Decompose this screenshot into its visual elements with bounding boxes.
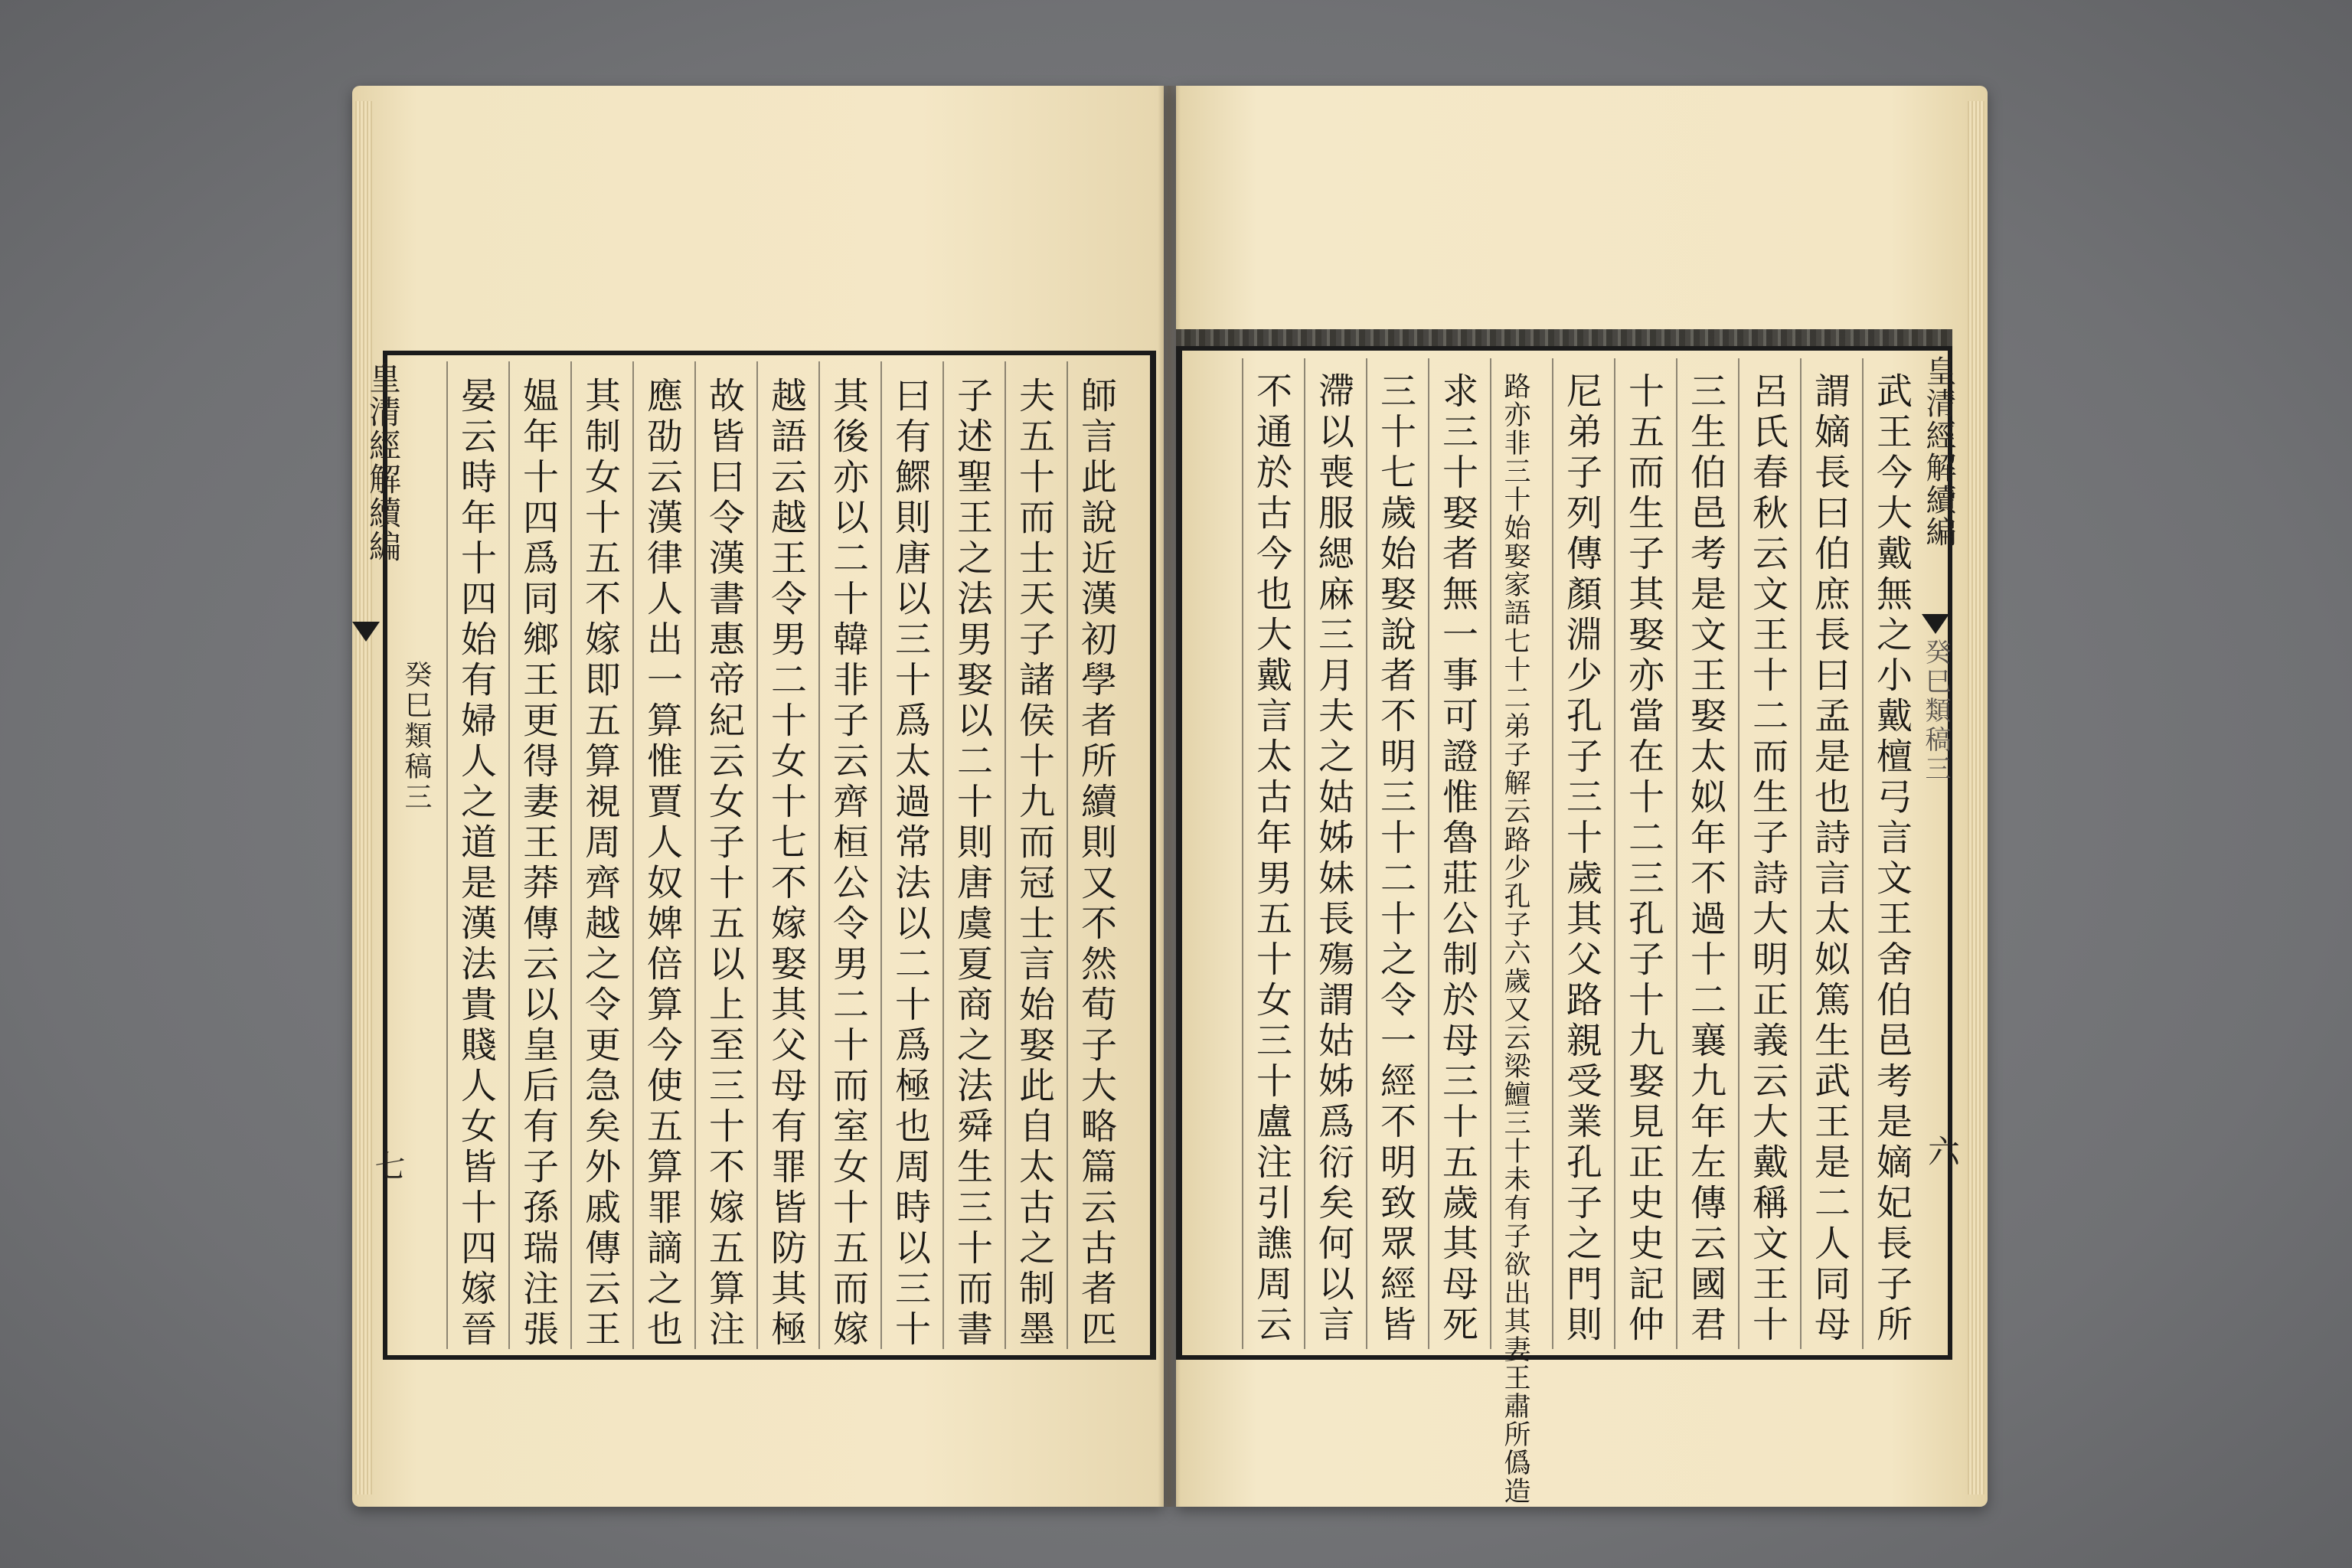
column-rule	[1862, 358, 1864, 1349]
right-text-column-4: 三生伯邑考是文王娶太姒年不過十二襄九年左傳云國君	[1684, 372, 1726, 1346]
left-text-column-10: 媪年十四爲同鄉王更得妻王莽傳云以皇后有子孫瑞注張	[517, 377, 559, 1351]
column-rule	[756, 361, 758, 1349]
left-text-column-1: 師言此說近漢初學者所續則又不然荀子大略篇云古者匹	[1075, 377, 1117, 1351]
right-text-column-5: 十五而生子其娶亦當在十二三孔子十九娶見正史史記仲	[1622, 372, 1664, 1346]
column-rule	[1004, 361, 1006, 1349]
right-text-column-11: 不通於古今也大戴言太古年男五十女三十盧注引譙周云	[1250, 372, 1292, 1346]
column-rule	[1614, 358, 1615, 1349]
right-margin-volume: 癸巳類稿三	[1920, 639, 1951, 784]
column-rule	[1490, 358, 1491, 1349]
left-text-column-4: 曰有鰥則唐以三十爲太過常法以二十爲極也周時以三十	[889, 377, 931, 1351]
column-rule	[694, 361, 696, 1349]
left-text-column-11: 晏云時年十四始有婦人之道是漢法貴賤人女皆十四嫁晉	[455, 377, 497, 1351]
column-rule	[1304, 358, 1305, 1349]
column-rule	[818, 361, 820, 1349]
right-page-edge	[1968, 101, 1984, 1494]
left-text-column-8: 應劭云漢律人出一算惟賈人奴婢倍算今使五算罪謫之也	[641, 377, 683, 1351]
column-rule	[1067, 361, 1068, 1349]
column-rule	[446, 361, 448, 1349]
column-rule	[1366, 358, 1367, 1349]
right-text-column-8: 求三十娶者無一事可證惟魯莊公制於母三十五歲其母死	[1436, 372, 1478, 1346]
left-fishtail-mark	[352, 622, 380, 642]
column-rule	[1552, 358, 1553, 1349]
left-margin-volume: 癸巳類稿三	[400, 660, 432, 813]
left-margin-title: 皇清經解續編	[364, 361, 402, 564]
left-text-column-5: 其後亦以二十韓非子云齊桓公令男二十而室女十五而嫁	[827, 377, 869, 1351]
left-text-column-7: 故皆曰令漢書惠帝紀云女子十五以上至三十不嫁五算注	[703, 377, 745, 1351]
right-margin-page-number: 六	[1923, 1135, 1961, 1167]
left-page-edge	[355, 101, 372, 1494]
right-text-column-10: 滯以喪服緦麻三月夫之姑姊妹長殤謂姑姊爲衍矣何以言	[1312, 372, 1354, 1346]
right-text-column-3: 呂氏春秋云文王十二而生子詩大明正義云大戴稱文王十	[1746, 372, 1788, 1346]
column-rule	[1676, 358, 1677, 1349]
column-rule	[570, 361, 572, 1349]
right-fishtail-mark	[1922, 614, 1949, 634]
left-text-column-2: 夫五十而士天子諸侯十九而冠士言始娶此自太古之制墨	[1013, 377, 1055, 1351]
column-rule	[632, 361, 634, 1349]
column-rule	[880, 361, 882, 1349]
column-rule	[1738, 358, 1740, 1349]
left-text-column-9: 其制女十五不嫁即五算視周齊越之令更急矣外戚傳云王	[579, 377, 621, 1351]
right-text-column-9: 三十七歲始娶說者不明三十二十之令一經不明致眾經皆	[1374, 372, 1416, 1346]
column-rule	[1428, 358, 1429, 1349]
right-margin-title: 皇清經解續編	[1921, 355, 1956, 548]
column-rule	[1242, 358, 1243, 1349]
right-text-column-6: 尼弟子列傳顏淵少孔子三十歲其父路親受業孔子之門則	[1560, 372, 1602, 1346]
left-text-column-3: 子述聖王之法男娶以二十則唐虞夏商之法舜生三十而書	[951, 377, 993, 1351]
right-text-column-2: 謂嫡長曰伯庶長曰孟是也詩言太姒篤生武王是二人同母	[1808, 372, 1851, 1346]
right-text-column-1: 武王今大戴無之小戴檀弓言文王舍伯邑考是嫡妃長子所	[1870, 372, 1913, 1346]
right-text-column-7: 路亦非三十始娶家語七十二弟子解云路少孔子六歲又云梁鱣三十未有子欲出其妻王肅所僞造	[1500, 372, 1530, 1505]
left-margin-page-number: 七	[370, 1150, 405, 1181]
column-rule	[942, 361, 944, 1349]
column-rule	[508, 361, 510, 1349]
column-rule	[1800, 358, 1802, 1349]
open-book	[352, 86, 1988, 1507]
left-text-column-6: 越語云越王令男二十女十七不嫁娶其父母有罪皆防其極	[765, 377, 807, 1351]
